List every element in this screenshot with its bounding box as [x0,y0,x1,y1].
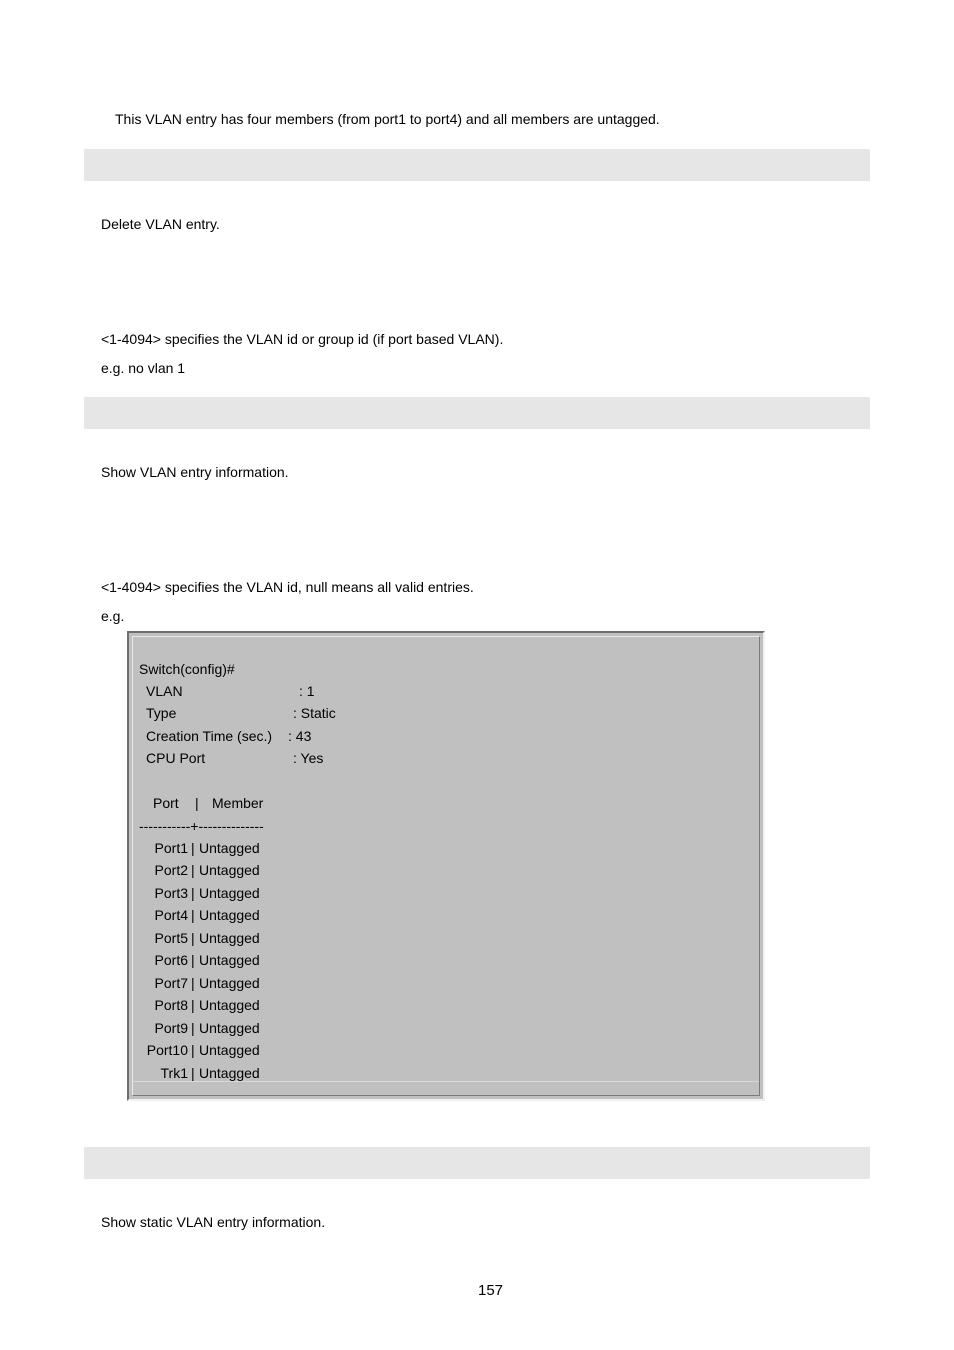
console-field-value: : Yes [293,750,324,766]
console-row-member: Untagged [199,997,260,1013]
console-field-label: Type [146,705,177,721]
section-header-bar [84,149,870,181]
section-description: Delete VLAN entry. [101,216,220,232]
section-parameter: <1-4094> specifies the VLAN id or group id (if port based VLAN). [101,331,504,347]
page-number: 157 [477,1282,504,1299]
console-field-label: CPU Port [146,750,206,766]
console-row-port: Port1 [154,840,188,856]
section-header-bar [84,397,870,429]
console-row-port: Port5 [154,930,188,946]
section-description: Show VLAN entry information. [101,464,289,480]
console-row-separator: | [191,1065,195,1081]
console-row-separator: | [191,975,195,991]
console-row-member: Untagged [199,885,260,901]
console-row-member: Untagged [199,952,260,968]
console-field-value: : 1 [299,683,315,699]
console-row-separator: | [191,840,195,856]
console-row-separator: | [191,952,195,968]
intro-text: This VLAN entry has four members (from port1 to port4) and all members are untagged. [115,111,660,127]
console-row-port: Port9 [154,1020,188,1036]
console-table-header-port: Port [153,795,179,811]
section-description: Show static VLAN entry information. [101,1214,326,1230]
console-row-separator: | [191,1042,195,1058]
console-row-separator: | [191,997,195,1013]
console-output-box [127,631,765,1101]
console-row-separator: | [191,1020,195,1036]
console-row-port: Port8 [154,997,188,1013]
console-field-label: VLAN [146,683,183,699]
console-row-separator: | [191,862,195,878]
console-row-port: Port4 [154,907,188,923]
console-row-port: Port10 [146,1042,188,1058]
console-row-member: Untagged [199,975,260,991]
console-row-member: Untagged [199,840,260,856]
console-row-port: Port3 [154,885,188,901]
section-example: e.g. no vlan 1 [101,360,186,376]
console-row-separator: | [191,885,195,901]
console-row-member: Untagged [199,1020,260,1036]
console-row-separator: | [191,930,195,946]
console-row-port: Port2 [154,862,188,878]
console-field-value: : 43 [288,728,312,744]
console-row-port: Port6 [154,952,188,968]
section-header-bar [84,1147,870,1179]
console-row-member: Untagged [199,1065,260,1081]
console-row-member: Untagged [199,930,260,946]
console-table-header-member: Member [212,795,264,811]
console-table-rule: -----------+-------------- [139,818,264,834]
console-row-port: Port7 [154,975,188,991]
console-row-separator: | [191,907,195,923]
section-example: e.g. [101,608,125,624]
console-row-member: Untagged [199,1042,260,1058]
section-parameter: <1-4094> specifies the VLAN id, null means all valid entries. [101,579,474,595]
console-field-label: Creation Time (sec.) [146,728,273,744]
console-prompt: Switch(config)# [139,661,235,677]
console-table-header-separator: | [195,795,199,811]
console-field-value: : Static [293,705,336,721]
console-row-member: Untagged [199,862,260,878]
console-row-member: Untagged [199,907,260,923]
console-row-port: Trk1 [160,1065,188,1081]
